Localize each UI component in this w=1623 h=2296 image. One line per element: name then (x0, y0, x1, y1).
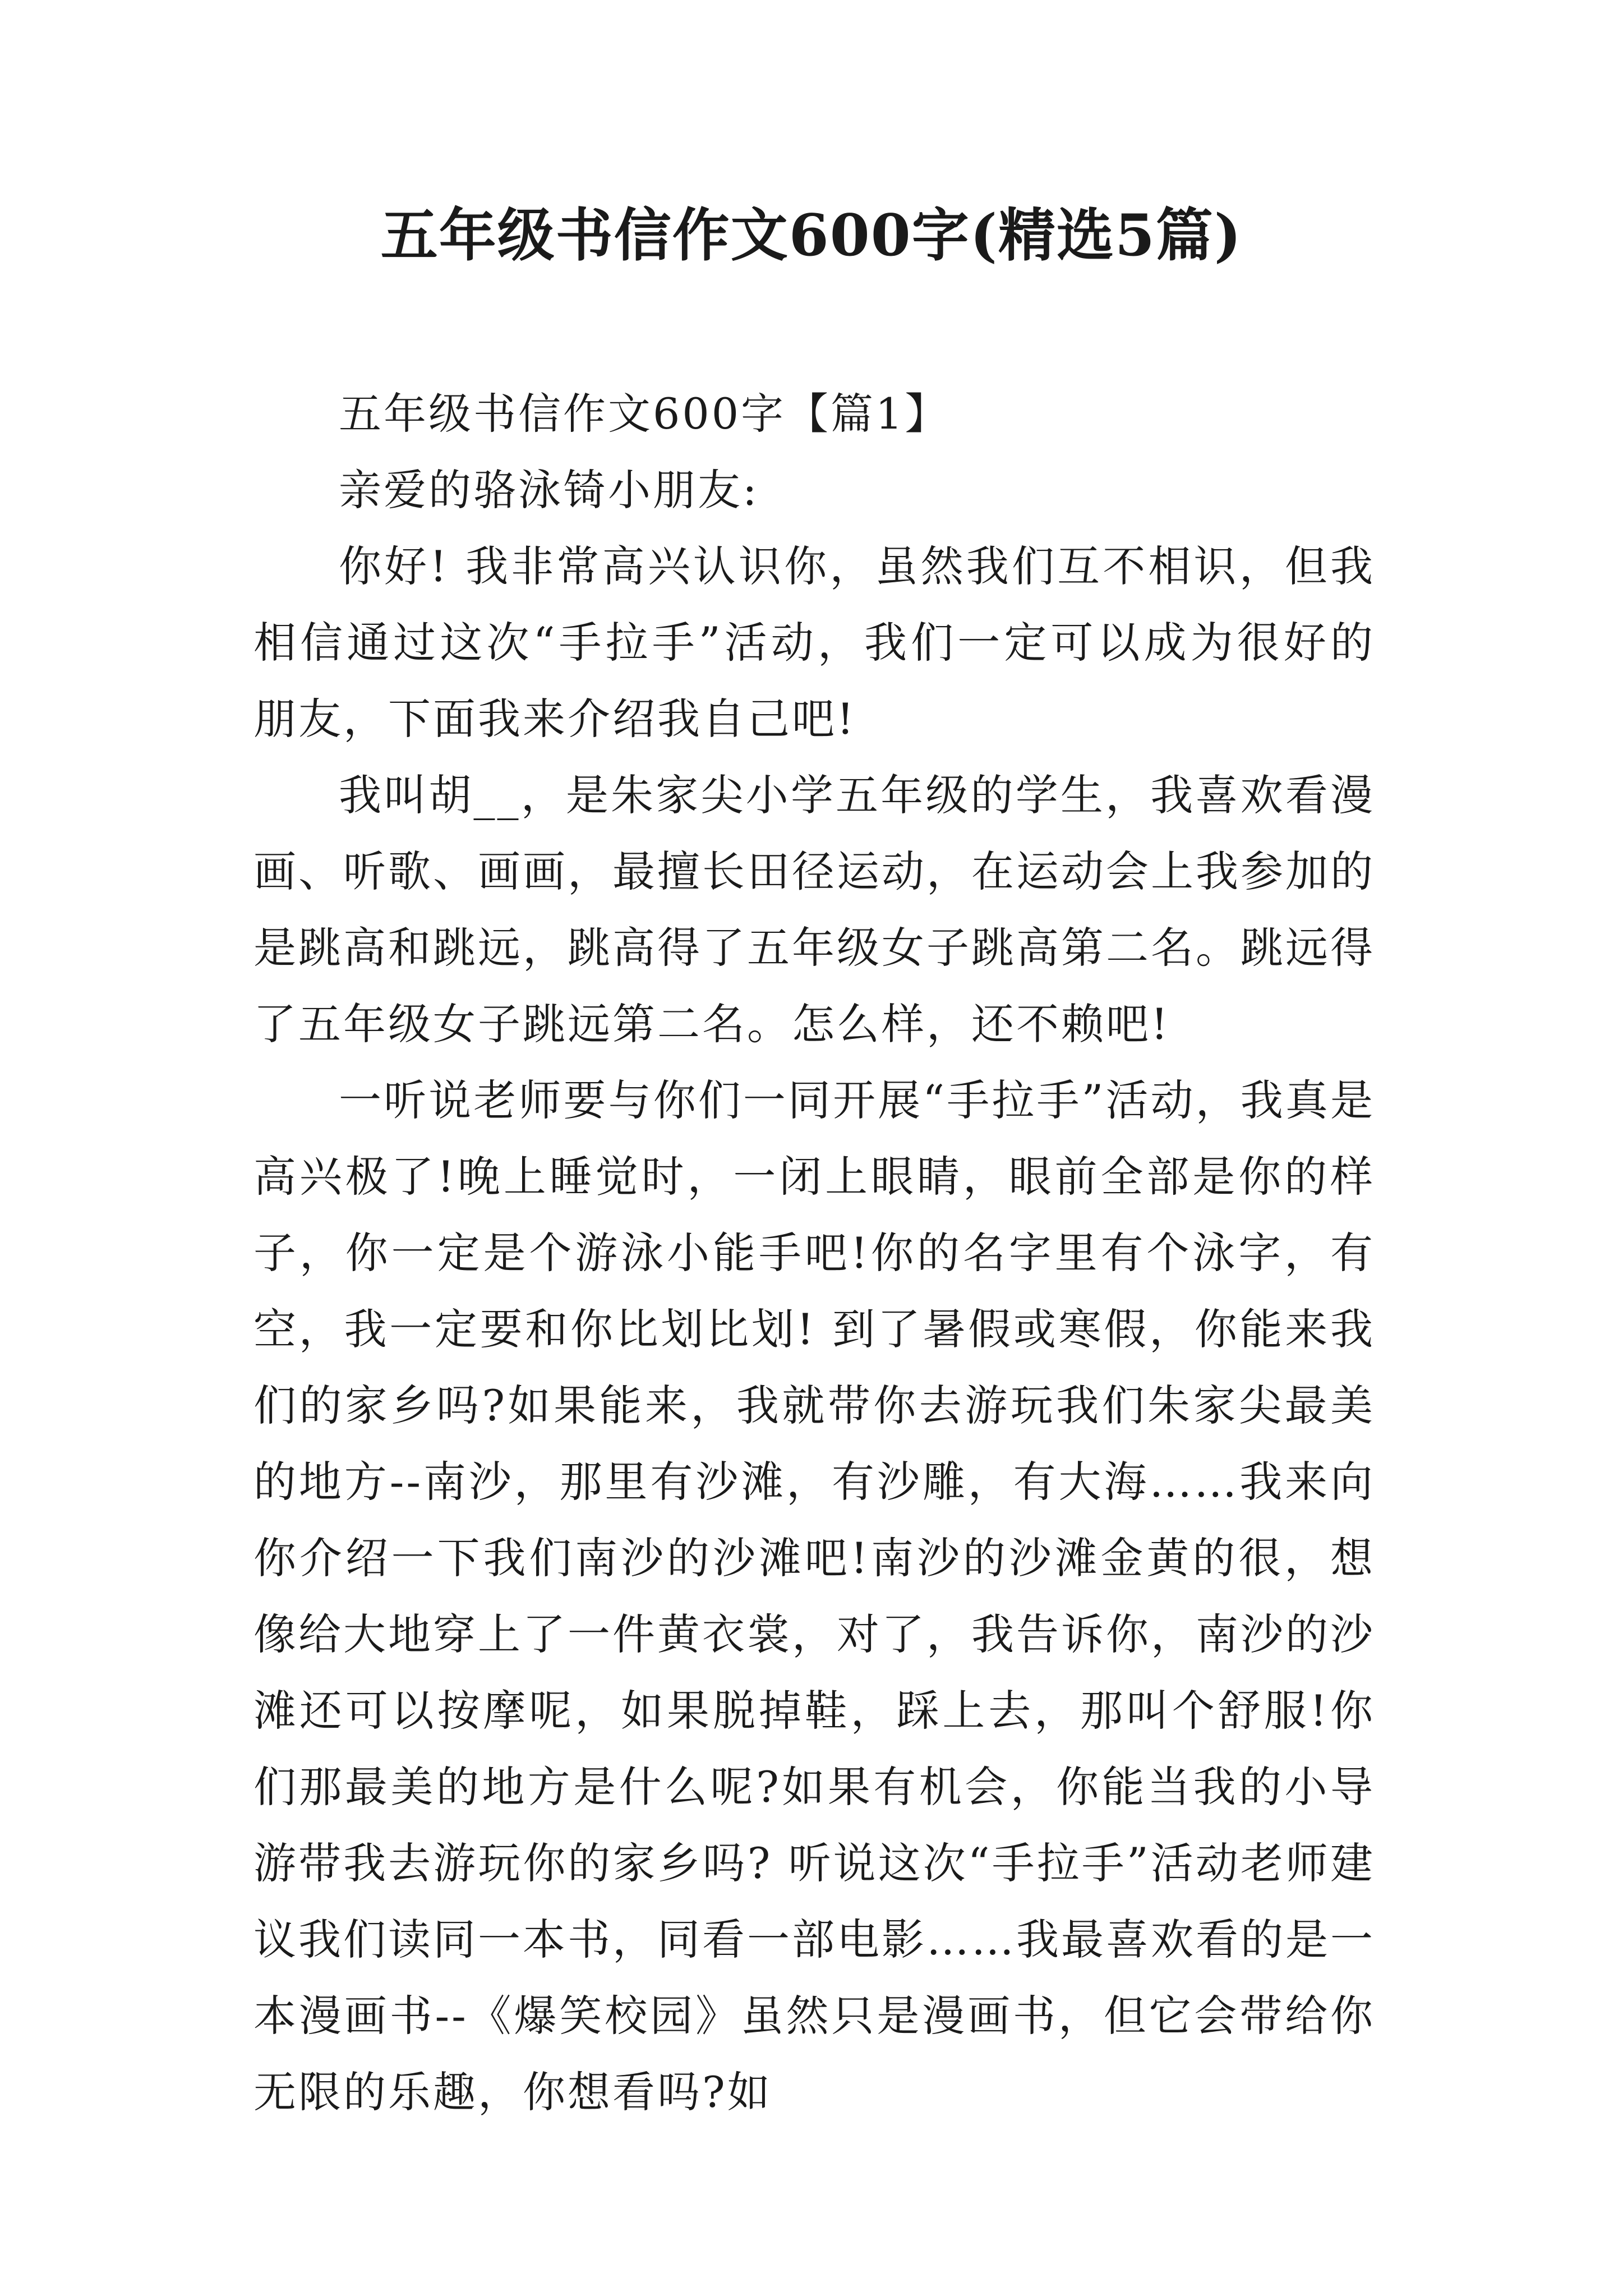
section-heading: 五年级书信作文600字【篇1】 (339, 389, 950, 439)
document-body (253, 376, 1375, 2131)
document-title: 五年级书信作文600字(精选5篇) (380, 202, 1243, 269)
body-paragraph: 你好! 我非常高兴认识你，虽然我们互不相识，但我相信通过这次“手拉手”活动，我们一定可以成为很好的朋友，下面我来介绍我自己吧! (253, 541, 1375, 744)
body-paragraph: 我叫胡__，是朱家尖小学五年级的学生，我喜欢看漫画、听歌、画画，最擅长田径运动，在运动会上我参加的是跳高和跳远，跳高得了五年级女子跳高第二名。跳远得了五年级女子跳远第二名。怎么样，还不赖吧! (253, 770, 1375, 1049)
body-paragraph: 一听说老师要与你们一同开展“手拉手”活动，我真是高兴极了!晚上睡觉时，一闭上眼睛，眼前全部是你的样子，你一定是个游泳小能手吧!你的名字里有个泳字，有空，我一定要和你比划比划! 到了暑假或寒假，你能来我们的家乡吗?如果能来，我就带你去游玩我们朱家尖最美的地方--南沙，那里有沙滩，有沙雕，有大海……我来向你介绍一下我们南沙的沙滩吧!南沙的沙滩金黄的很，想像给大地穿上了一件黄衣裳，对了，我告诉你，南沙的沙滩还可以按摩呢，如果脱掉鞋，踩上去，那叫个舒服!你们那最美的地方是什么呢?如果有机会，你能当我的小导游带我去游玩你的家乡吗? 听说这次“手拉手”活动老师建议我们读同一本书，同看一部电影……我最喜欢看的是一本漫画书--《爆笑校园》虽然只是漫画书，但它会带给你无限的乐趣，你想看吗?如 (253, 1075, 1375, 2117)
letter-salutation: 亲爱的骆泳锜小朋友: (339, 465, 759, 515)
